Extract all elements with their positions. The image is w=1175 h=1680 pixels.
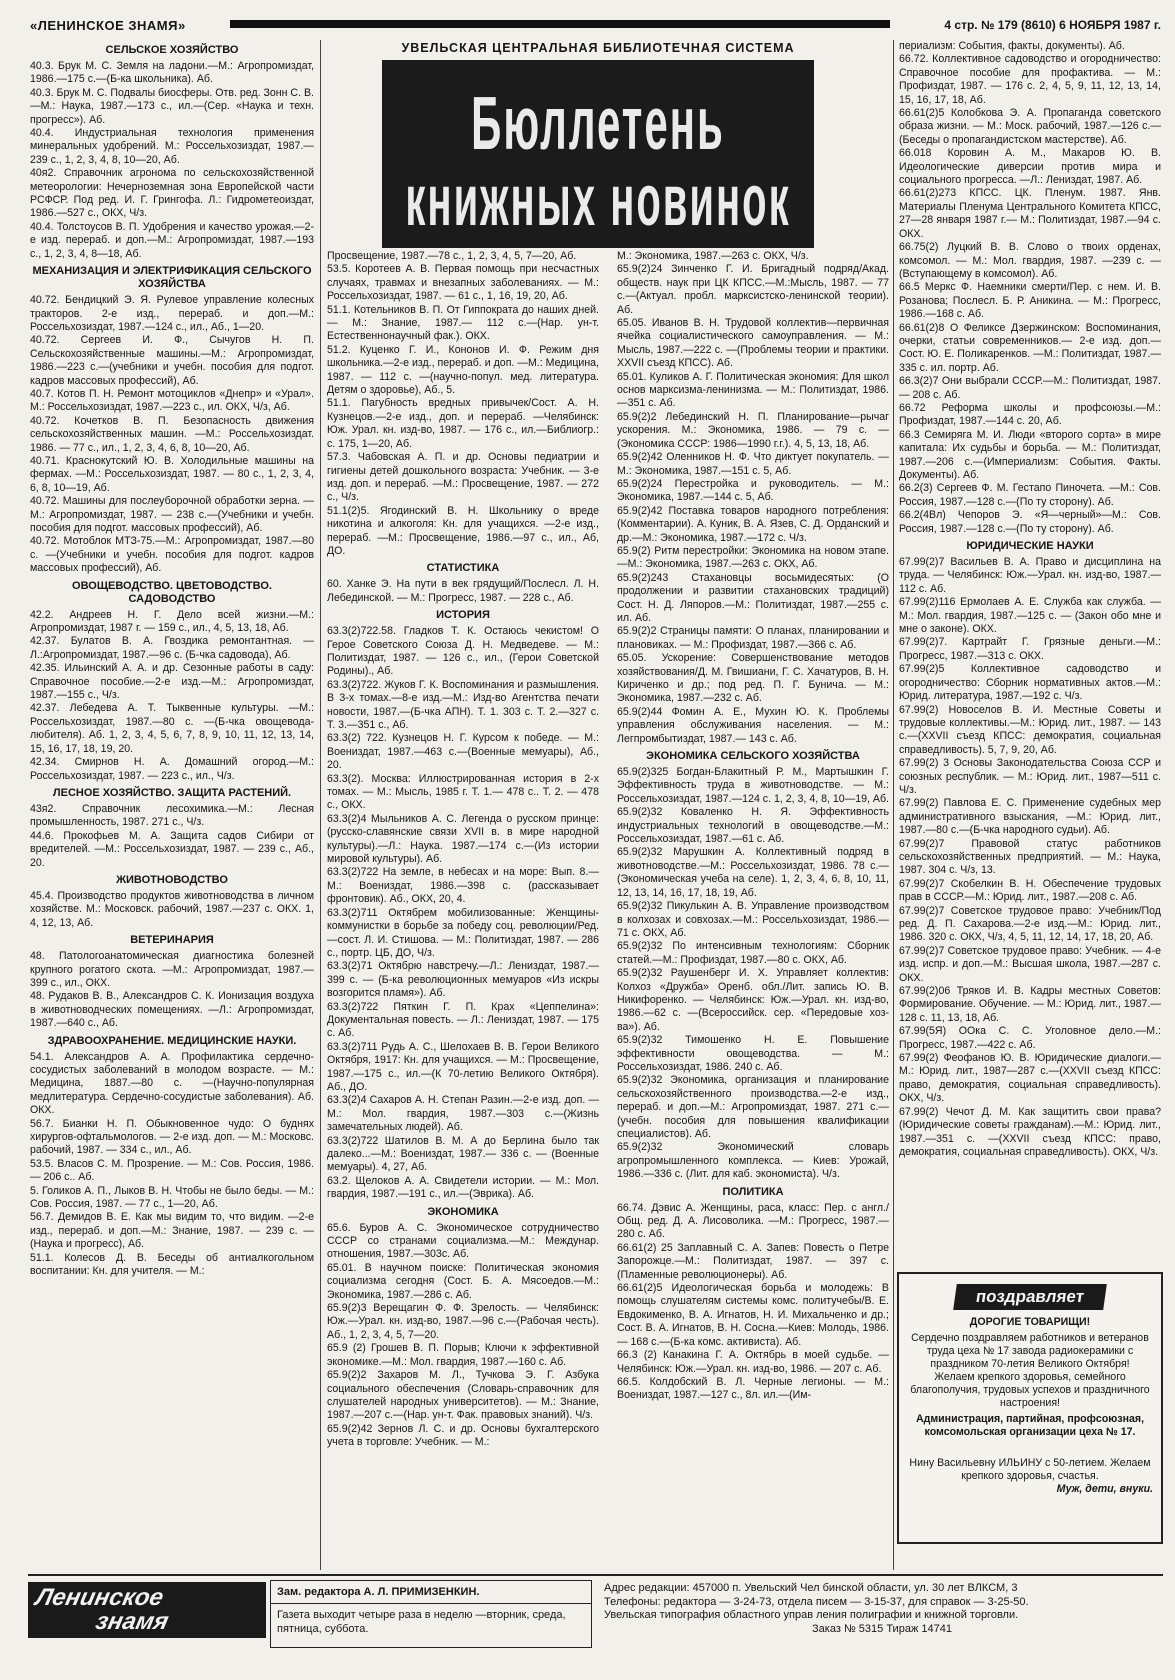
book-entry: 51.2. Куценко Г. И., Кононов И. Ф. Режим дня школьника.—2-е изд., перераб. и доп. —М.: Медицина, 1987. — 112 с. —(научно-попул. мед. литература. Детям о здоровье), Аб., 5. <box>327 343 599 397</box>
book-entry: 65.05. Иванов В. Н. Трудовой коллектив—первичная ячейка социалистического самоуправления. — М.: Мысль, 1987.—222 с. —(Проблемы теории и практики. XXVII съезд КПСС). Аб. <box>617 317 889 370</box>
book-entry: 65.9(2)42 Поставка товаров народного потребления: (Комментарии). А. Куник, В. А. Язев, С. Д. Орданский и др.—М.: Экономика, 1987.—172 с. Ч/з. <box>617 504 889 544</box>
book-entry: 66.018 Коровин А. М., Макаров Ю. В. Идеологические диверсии против мира и социального прогресса. —Л.: Лениздат, 1987. Аб. <box>899 147 1161 187</box>
book-entry: 65.9(2)243 Стахановцы восьмидесятых: (О продолжении и развитии стахановских традиций) Сост. Н. Д. Ляпоров.—М.: Политиздат, 1987.—255 с. ил. Аб. <box>617 571 889 624</box>
book-entry: 65.01. Куликов А. Г. Политическая экономия: Для школ основ марксизма-ленинизма. — М.: Политиздат, 1986.—351 с. Аб. <box>617 370 889 410</box>
book-entry: 66.72. Коллективное садоводство и огородничество: Справочное пособие для профактива. — М.: Профиздат, 1987. — 176 с. 2, 4, 5, 9, 11, 12, 13, 14, 15, 16, 17, 18, Аб. <box>899 53 1161 106</box>
book-entry: 65.01. В научном поиске: Политическая экономия социализма сегодня (Сост. Б. А. Мясоедов.—М.: Экономика, 1987.—286 с. Аб. <box>327 1261 599 1301</box>
section-heading: ВЕТЕРИНАРИЯ <box>130 934 214 947</box>
book-entry: 5. Голиков А. П., Лыков В. Н. Чтобы не было беды. — М.: Сов. Россия, 1987. — 77 с., 1—20, Аб. <box>30 1184 314 1211</box>
book-entry: 63.3(2)722. Жуков Г. К. Воспоминания и размышления. В 3-х томах.—8-е изд.—М.: Изд-во Агентства печати новости, 1987.—(Б-чка АПН). Т. 1. 303 с. Т. 2.—327 с. Т. 3.—351 с., Аб. <box>327 678 599 731</box>
masthead: «ЛЕНИНСКОЕ ЗНАМЯ» <box>30 18 186 33</box>
book-entry: 66.74. Дэвис А. Женщины, раса, класс: Пер. с англ./Общ. ред. Д. А. Лисоволика. —М.: Прогресс, 1987.—280 с. Аб. <box>617 1201 889 1241</box>
book-entry: 51.1. Котельников В. П. От Гиппократа до наших дней.— М.: Знание, 1987.— 112 с.—(Нар. ун-т. Естественнонаучный фак.). ОКХ. <box>327 303 599 343</box>
book-entry: 66.3(2)7 Они выбрали СССР.—М.: Политиздат, 1987. — 208 с. Аб. <box>899 375 1161 401</box>
book-entry: 40я2. Справочник агронома по сельскохозяйственной метеорологии: Нечерноземная зона Европейской части РСФСР. Под ред. И. Г. Грингофа. Л.: Гидрометеоиздат, 1986.—527 с., ОКХ, Ч/з. <box>30 167 314 220</box>
book-entry: 66.2(4Вл) Чепоров Э. «Я—черный»—М.: Сов. Россия, 1987.—128 с.—(По ту сторону). Аб. <box>899 509 1161 535</box>
book-entry: 66.75(2) Луцкий В. В. Слово о твоих орденах, комсомол. — М.: Мол. гвардия, 1987. —239 с. —(Вступающему в комсомол). Аб. <box>899 241 1161 280</box>
book-entry: 67.99(2) Чечот Д. М. Как защитить свои права? (Юридические советы гражданам).—М.: Юрид. лит., 1987.—351 с. —(XXVII съезд КПСС: право, демократия, социальная справедливость). ОКХ, Ч/з. <box>899 1105 1161 1158</box>
congrats-body: Сердечно поздравляем работников и ветеранов труда цеха № 17 завода радиокерамики с праздником 70-летия Великого Октября! <box>911 1332 1149 1370</box>
book-entry: 65.9(2)44 Фомин А. Е., Мухин Ю. К. Проблемы управления обслуживания населения. — М.: Легпромбытиздат, 1987.— 143 с. Аб. <box>617 705 889 745</box>
book-entry: 67.99(5Я) ООка С. С. Уголовное дело.—М.: Прогресс, 1987.—422 с. Аб. <box>899 1025 1161 1051</box>
book-entry: 66.5 Меркс Ф. Наемники смерти/Пер. с нем. И. В. Розанова; Послесл. Б. Р. Аникина. — М.: Прогресс, 1986.—168 с. Аб. <box>899 281 1161 321</box>
column-1 <box>30 40 314 1572</box>
book-entry: 40.72. Бендицкий Э. Я. Рулевое управление колесных тракторов. 2-е изд., перераб. и доп.—М.: Россельхозиздат, 1987.—124 с., ил., Аб., 1—20. <box>30 294 314 333</box>
book-entry: 40.72. Кочетков В. П. Безопасность движения сельскохозяйственных машин. —М.: Россельхозиздат. 1986. — 77 с., ил., 1, 2, 3, 4, 6, 8, 10—20, Аб. <box>30 414 314 454</box>
book-entry: 67.99(2)116 Ермолаев А. Е. Служба как служба. — М.: Мол. гвардия, 1987.—125 с. — (Закон обо мне и мне о законе). ОКХ. <box>899 596 1161 636</box>
book-entry: 66.2(3) Сергеев Ф. М. Гестапо Пиночета. —М.: Сов. Россия, 1987.—128 с.—(По ту сторону). Аб. <box>899 482 1161 508</box>
congrats-personal: Нину Васильевну ИЛЬИНУ с 50-летием. Желаем крепкого здоровья, счастья. <box>909 1457 1151 1482</box>
section-heading: ИСТОРИЯ <box>436 609 490 622</box>
book-entry: 56.7. Демидов В. Е. Как мы видим то, что видим. —2-е изд., перераб. и доп.—М.: Знание, 1987. — 239 с. — (Наука и прогресс), Аб. <box>30 1211 314 1251</box>
book-entry: 40.3. Брук М. С. Подвалы биосферы. Отв. ред. Зонн С. В.—М.: Наука, 1987.—173 с., ил.—(Сер. «Наука и техн. прогресс»). Аб. <box>30 86 314 126</box>
schedule: Газета выходит четыре раза в неделю —вторник, среда, пятница, суббота. <box>277 1609 566 1635</box>
book-entry: Просвещение, 1987.—78 с., 1, 2, 3, 4, 5, 7—20, Аб. <box>327 250 577 262</box>
editor-box <box>270 1580 592 1648</box>
divider-1 <box>320 40 321 1570</box>
book-entry: 65.9(2)325 Богдан-Блакитный Р. М., Мартышкин Г. Эффективность труда в животноводстве. — М.: Россельхозиздат, 1987.—124 с. 1, 2, 3, 4, 8, 10—19, Аб. <box>617 766 889 805</box>
address: Адрес редакции: 457000 п. Увельский Чел бинской области, ул. 30 лет ВЛКСМ, 3 <box>604 1582 1018 1594</box>
book-entry: 43я2. Справочник лесохимика.—М.: Лесная промышленность, 1987. 271 с., Ч/з. <box>30 802 314 829</box>
divider-3 <box>893 40 894 1570</box>
column-4 <box>899 40 1161 1266</box>
book-entry: 63.3(2)722 Пяткин Г. П. Крах «Цеппелина»: Документальная повесть. — Л.: Лениздат, 1987. — 175 с. Аб. <box>327 1000 599 1040</box>
banner <box>382 60 814 248</box>
book-entry: 48. Рудаков В. В., Александров С. К. Ионизация воздуха в животноводческих помещениях. —Л.: Агропромиздат, 1987.—640 с., Аб. <box>30 990 314 1030</box>
book-entry: 63.2. Щелоков А. А. Свидетели истории. — М.: Мол. гвардия, 1987.—191 с., ил.—(Эврика). Аб. <box>327 1174 599 1201</box>
book-entry: 63.3(2)71 Октябрю навстречу.—Л.: Лениздат, 1987.—399 с. — (Б-ка революционных мемуаров «Из искры возгорится пламя»). Аб. <box>327 960 599 1000</box>
book-entry: 63.3(2)722 На земле, в небесах и на море: Вып. 8.—М.: Воениздат, 1986.—398 с. (рассказывает фронтовик). Аб., ОКХ, 20, 4. <box>327 866 599 906</box>
logo-line1: Ленинское <box>33 1584 166 1611</box>
section-heading: ЛЕСНОЕ ХОЗЯЙСТВО. ЗАЩИТА РАСТЕНИЙ. <box>52 786 292 799</box>
book-entry: 40.72. Сергеев И. Ф., Сычугов Н. П. Сельскохозяйственные машины.—М.: Агропромиздат, 1986.—223 с.—(учебники и учебн. пособия для подгот. кадров массовых профессий), Аб. <box>30 334 314 387</box>
banner-org: УВЕЛЬСКАЯ ЦЕНТРАЛЬНАЯ БИБЛИОТЕЧНАЯ СИСТЕМА <box>401 41 795 55</box>
book-entry: 65.9(2)42 Зернов Л. С. и др. Основы бухгалтерского учета в торговле: Учебник. — М.: <box>327 1422 599 1449</box>
section-heading: ЗДРАВООХРАНЕНИЕ. МЕДИЦИНСКИЕ НАУКИ. <box>47 1034 297 1047</box>
congrats-title: ДОРОГИЕ ТОВАРИЩИ! <box>969 1316 1091 1328</box>
section-heading: ПОЛИТИКА <box>722 1185 784 1198</box>
banner-title-line1: Бюллетень <box>471 80 725 166</box>
editor-name: Зам. редактора А. Л. ПРИМИЗЕНКИН. <box>271 1581 591 1604</box>
book-entry: 65.05. Ускорение: Совершенствование методов хозяйствования/Д. М. Гвишиани, Г. С. Хачатуров, В. Н. Кириченко и др.; под ред. П. Г. Бунича. — М.: Экономика, 1987.—232 с. Аб. <box>617 652 889 705</box>
printer: Увельская типография областного управ ления полиграфии и книжной торговли. <box>604 1609 1019 1621</box>
book-entry: 67.99(2)7 Советское трудовое право: Учебник. — 4-е изд. испр. и доп.—М.: Высшая школа, 1987.—287 с. ОКХ. <box>899 944 1161 984</box>
book-entry: 63.3(2)722 Шатилов В. М. А до Берлина было так далеко...—М.: Воениздат, 1987.— 336 с. — (Военные мемуары). 4, 27, Аб. <box>327 1134 599 1174</box>
section-heading: ЭКОНОМИКА СЕЛЬСКОГО ХОЗЯЙСТВА <box>646 750 860 763</box>
book-entry: 51.1. Пагубность вредных привычек/Сост. А. Н. Кузнецов.—2-е изд., доп. и перераб. —Челябинск: Юж. Урал. кн. изд-во, 1987. — 176 с., ил.—Библиогр.: с. 175, 1—20, Аб. <box>327 397 599 450</box>
book-entry: 65.9(2)32 Экономика, организация и планирование сельскохозяйственного производства.—2-е изд., перераб. и доп.—М.: Агропромиздат, 1987. 271 с.— (учебн. пособия для повышения квалификации специалистов). Аб. <box>617 1074 889 1140</box>
book-entry: 66.72 Реформа школы и профсоюзы.—М.: Профиздат, 1987.—144 с. 20, Аб. <box>899 401 1161 428</box>
book-entry: 65.9(2)32 Раушенберг И. Х. Управляет коллектив: Колхоз «Дружба» Оренб. обл./Лит. запись Ю. В. Никифоренко. — Челябинск: Юж.—Урал. кн. изд-во, 1986.—62 с. —(Всероссийск. сер. «Передовые хоз-ва»). Аб. <box>617 967 889 1033</box>
book-entry: 40.72. Мотоблок МТЗ-75.—М.: Агропромиздат, 1987.—80 с. —(Учебники и учебн. пособия для подгот. кадров массовых профессий), Аб. <box>30 535 314 575</box>
book-entry: 67.99(2)5 Коллективное садоводство и огородничество: Сборник нормативных актов.—М.: Юрид. литература, 1987.—192 с. Ч/з. <box>899 663 1161 703</box>
book-entry: 63.3(2)4 Мыльников А. С. Легенда о русском принце: (русско-славянские связи XVII в. в мире народной культуры).—Л.: Наука. 1987.—174 с.—(Из истории мировой культуры). Аб. <box>327 812 599 866</box>
book-entry: 40.4. Индустриальная технология применения минеральных удобрений. М.: Россельхозиздат, 1987.—239 с., 1, 2, 3, 4, 8, 10—20, Аб. <box>30 127 314 166</box>
book-entry: 65.9(2)32 Тимошенко Н. Е. Повышение эффективности овощеводства. — М.: Россельхозиздат, 1986. 240 с. Аб. <box>617 1034 889 1073</box>
congratulations-box <box>897 1272 1163 1544</box>
book-entry: 63.3(2)711 Октябрем мобилизованные: Женщины-коммунистки в борьбе за победу соц. революции/Ред.—сост. Л. И. Стишова. — М.: Политиздат, 1987. — 286 с., портр. ЦБ, ДО, Ч/з. <box>327 906 599 959</box>
book-entry: 65.9 (2) Грошев В. П. Порыв; Ключи к эффективной экономике.—М.: Мол. гвардия, 1987.—160 с. Аб. <box>327 1342 599 1368</box>
column-3 <box>617 250 889 1572</box>
book-entry: 51.1(2)5. Ягодинский В. Н. Школьнику о вреде никотина и алкоголя: Кн. для учащихся. —2-е изд., перераб. —М.: Просвещение, 1986.—97 с., ил., Аб, ДО. <box>327 504 599 557</box>
header-rule <box>230 20 890 28</box>
footer-logo <box>28 1582 266 1638</box>
congrats-heading: поздравляет <box>953 1284 1107 1310</box>
book-entry: 63.3(2)711 Рудь А. С., Шелохаев В. В. Герои Великого Октября, 1917: Кн. для учащихся. — М.: Просвещение, 1987.—175 с., ил.—(К 70-летию Великого Октября). Аб., ДО. <box>327 1040 599 1093</box>
book-entry: 53.5. Власов С. М. Прозрение. — М.: Сов. Россия, 1986. — 206 с.. Аб. <box>30 1157 314 1184</box>
book-entry: 40.7. Котов П. Н. Ремонт мотоциклов «Днепр» и «Урал». М.: Россельхозиздат, 1987.—223 с., ил. ОКХ, Ч/з, Аб. <box>30 387 314 414</box>
section-heading: МЕХАНИЗАЦИЯ И ЭЛЕКТРИФИКАЦИЯ СЕЛЬСКОГО ХОЗЯЙСТВА <box>32 265 312 291</box>
book-entry: 42.35. Ильинский А. А. и др. Сезонные работы в саду: Справочное пособие.—2-е изд.—М.: Агропромиздат, 1987.—155 с., Ч/з. <box>30 662 314 702</box>
book-entry: 42.2. Андреев Н. Г. Дело всей жизни.—М.: Агропромиздат, 1987 г. — 159 с., ил., 4, 5, 13, 18, Аб. <box>30 608 314 635</box>
book-entry: 67.99(2)7 Правовой статус работников сельскохозяйственных предприятий. — М.: Наука, 1987. 304 с. Ч/з, 13. <box>899 837 1161 877</box>
book-entry: 67.99(2) 3 Основы Законодательства Союза ССР и союзных республик. — М.: Юрид. лит., 1987—511 с. Ч/з. <box>899 757 1161 796</box>
book-entry: 65.9(2)24 Перестройка и руководитель. — М.: Экономика, 1987.—144 с. 5, Аб. <box>617 477 889 504</box>
book-entry: 65.9(2)2 Захаров М. Л., Тучкова Э. Г. Азбука социального обеспечения (Словарь-справочник для слушателей народных университетов). — М.: Знание, 1987.—207 с.—(Нар. ун-т. Фак. правовых знаний). Ч/з. <box>327 1369 599 1422</box>
book-entry: периализм: События, факты, документы). Аб. <box>899 40 1125 52</box>
issue-line: 4 стр. № 179 (8610) 6 НОЯБРЯ 1987 г. <box>944 18 1161 32</box>
book-entry: 66.5. Колдобский В. Л. Черные легионы. — М.: Воениздат, 1987.—127 с., 8л. ил.—(Им- <box>617 1375 889 1402</box>
book-entry: 65.6. Буров А. С. Экономическое сотрудничество СССР со странами социализма.—М.: Междунар. отношения, 1987.—303с. Аб. <box>327 1221 599 1261</box>
book-entry: 66.61(2) 25 Заплавный С. А. Запев: Повесть о Петре Запорожце.—М.: Политиздат, 1987. — 397 с. (Пламенные революционеры). Аб. <box>617 1241 889 1281</box>
book-entry: 67.99(2) Феофанов Ю. В. Юридические диалоги.—М.: Юрид. лит., 1987—287 с.—(XXVII съезд КПСС: право, демократия, социальная справедливость). ОКХ, Ч/з. <box>899 1052 1161 1105</box>
congrats-signed: Администрация, партийная, профсоюзная, комсомольская организации цеха № 17. <box>915 1413 1145 1438</box>
book-entry: 67.99(2)7 Скобелкин В. Н. Обеспечение трудовых прав в СССР.—М.: Юрид. лит., 1987.—208 с. Аб. <box>899 877 1161 904</box>
logo-line2: знамя <box>93 1608 171 1635</box>
book-entry: 65.9(2)32 Пикулькин А. В. Управление производством в колхозах и совхозах.—М.: Россельхозиздат, 1986.—71 с. ОКХ, Аб. <box>617 900 889 939</box>
book-entry: 67.99(2)06 Тряков И. В. Кадры местных Советов: Формирование. Обучение. — М.: Юрид. лит., 1987.—128 с. 11, 13, 18, Аб. <box>899 985 1161 1024</box>
book-entry: 66.61(2)5 Колобкова Э. А. Пропаганда советского образа жизни. — М.: Моск. рабочий, 1987.—126 с.—(Беседы о пропагандистском мастерстве). Аб. <box>899 107 1161 146</box>
section-heading: ЮРИДИЧЕСКИЕ НАУКИ <box>966 540 1094 553</box>
book-entry: 60. Ханке Э. На пути в век грядущий/Послесл. Л. Н. Лебединской. — М.: Прогресс, 1987. — 228 с., Аб. <box>327 578 599 604</box>
book-entry: 56.7. Бианки Н. П. Обыкновенное чудо: О буднях хирургов-офтальмологов. — 2-е изд. доп. — М.: Московс. рабочий, 1987. — 334 с., ил., Аб. <box>30 1117 314 1157</box>
book-entry: 63.3(2) 722. Кузнецов Н. Г. Курсом к победе. — М.: Воениздат, 1987.—463 с.—(Военные мемуары), Аб., 20. <box>327 732 599 772</box>
footer-rule <box>28 1574 1163 1576</box>
book-entry: 65.9(2)32 Марушкин А. Коллективный подряд в животноводстве.—М.: Россельхозиздат, 1986. 78 с.—(Экономическая учеба на селе). 1, 2, 3, 4, 6, 8, 10, 11, 12, 13, 14, 16, 17, 18, 19, Аб. <box>617 846 889 899</box>
section-heading: ЖИВОТНОВОДСТВО <box>116 873 228 886</box>
book-entry: 57.3. Чабовская А. П. и др. Основы педиатрии и гигиены детей дошкольного возраста: Учебник. — 3-е изд. доп. и перераб. —М.: Просвещение, 1987. — 272 с., Ч/з. <box>327 451 599 504</box>
book-entry: 66.3 Семиряга М. И. Люди «второго сорта» в мире капитала: Их судьбы и борьба. — М.: Политиздат, 1987.—206 с.—(Империализм: События. Факты. Документы). Аб. <box>899 428 1161 481</box>
book-entry: 44.6. Прокофьев М. А. Защита садов Сибири от вредителей. —М.: Россельхозиздат, 1987. — 239 с., Аб., 20. <box>30 829 314 869</box>
book-entry: 67.99(2) Павлова Е. С. Применение судебных мер административного взыскания, —М.: Юрид. лит., 1987.—80 с.—(Б-чка народного судьи). Аб. <box>899 797 1161 837</box>
section-heading: ОВОЩЕВОДСТВО. ЦВЕТОВОДСТВО. САДОВОДСТВО <box>72 579 272 605</box>
book-entry: 42.34. Смирнов Н. А. Домашний огород.—М.: Россельхозиздат, 1987. — 223 с., ил., Ч/з. <box>30 756 314 782</box>
book-entry: 40.4. Толстоусов В. П. Удобрения и качество урожая.—2-е изд. перераб. и доп.—М.: Агропромиздат, 1987.—193 с., 1, 2, 3, 4, 8—18, Аб. <box>30 220 314 260</box>
book-entry: 66.3 (2) Канакина Г. А. Октябрь в моей судьбе. — Челябинск: Юж.—Урал. кн. изд-во, 1986. — 207 с. Аб. <box>617 1349 889 1375</box>
book-entry: 66.61(2)5 Идеологическая борьба и молодежь: В помощь слушателям системы комс. политучебы/В. Е. Евдокименко, В. А. Игнатов, Н. И. Михальченко и др.; Сост. В. А. Игнатов, В. Н. Сосна.—Киев: Молодь, 1986. — 168 с.—(Б-ка комс. активиста). Аб. <box>617 1282 889 1348</box>
section-heading: ЭКОНОМИКА <box>427 1205 499 1218</box>
phones: Телефоны: редактора — 3-24-73, отдела писем — 3-15-37, для справок — 3-25-50. <box>604 1595 1029 1608</box>
book-entry: 40.3. Брук М. С. Земля на ладони.—М.: Агропромиздат, 1986.—175 с.—(Б-ка школьника). Аб. <box>30 60 314 86</box>
book-entry: 67.99(2)7 Советское трудовое право: Учебник/Под ред. Д. П. Сахарова.—2-е изд.—М.: Юрид. лит., 1986. 320 с. ОКХ, Ч/з, 4, 5, 11, 12, 14, 17, 18, 20, Аб. <box>899 904 1161 944</box>
address-block <box>604 1582 1160 1636</box>
book-entry: 65.9(2)32 Коваленко Н. Я. Эффективность индустриальных технологий в овощеводстве.—М.: Россельхозиздат, 1987.—61 с. Аб. <box>617 806 889 846</box>
order: Заказ № 5315 Тираж 14741 <box>812 1622 952 1635</box>
book-entry: 42.37. Лебедева А. Т. Тыквенные культуры. —М.: Россельхозиздат, 1987.—80 с. —(Б-чка овощевода-любителя). Аб. 1, 2, 3, 4, 5, 6, 7, 8, 9, 10, 11, 12, 13, 14, 15, 16, 17, 18, 19, 20. <box>30 702 314 755</box>
banner-title-line2: книжных новинок <box>405 162 791 242</box>
book-entry: 65.9(2)3 Верещагин Ф. Ф. Зрелость. — Челябинск: Юж.—Урал. кн. изд-во, 1987.—96 с.—(Рабочая честь). Аб., 1, 2, 3, 4, 5, 7—20. <box>327 1302 599 1341</box>
book-entry: 63.3(2). Москва: Иллюстрированная история в 2-х томах. — М.: Мысль, 1985 г. Т. 1.— 478 с.. Т. 2. — 478 с., ОКХ. <box>327 772 599 812</box>
book-entry: 65.9(2)2 Страницы памяти: О планах, планировании и плановиках. — М.: Профиздат, 1987.—366 с. Аб. <box>617 625 889 651</box>
book-entry: 40.71. Краснокутский Ю. В. Холодильные машины на фермах. —М.: Россельхозиздат, 1987. — 80 с., 1, 2, 3, 4, 6, 8, 10—19, Аб. <box>30 454 314 494</box>
book-entry: 42.37. Булатов В. А. Гвоздика ремонтантная. — Л.:Агропромиздат, 1987.—96 с. (Б-чка садовода), Аб. <box>30 635 314 661</box>
book-entry: 67.99(2) Новоселов В. И. Местные Советы и трудовые коллективы.—М.: Юрид. лит., 1987. — 143 с.—(XXVII съезд КПСС: демократия, социальная справедливость). 5, 7, 9, 20, Аб. <box>899 703 1161 756</box>
section-heading: СТАТИСТИКА <box>426 562 500 575</box>
book-entry: 51.1. Колесов Д. В. Беседы об антиалкогольном воспитании: Кн. для учителя. — М.: <box>30 1251 314 1278</box>
book-entry: 65.9(2)2 Лебединский Н. П. Планирование—рычаг ускорения. М.: Экономика, 1986. — 79 с. — (Экономика СССР: 1986—1990 г.г.). 4, 5, 13, 18, Аб. <box>617 410 889 450</box>
book-entry: 54.1. Александров А. А. Профилактика сердечно-сосудистых заболеваний в молодом возрасте. — М.: Медицина, 1887.—80 с. —(Научно-популярная медлитература. Сердечно-сосудистые заболевания). Аб. ОКХ. <box>30 1050 314 1117</box>
book-entry: 66.61(2)273 КПСС. ЦК. Пленум. 1987. Янв. Материалы Пленума Центрального Комитета КПСС, 27—28 января 1987 г.— М.: Политиздат, 1987.—94 с. ОКХ. <box>899 187 1161 240</box>
book-entry: 65.9(2) Ритм перестройки: Экономика на новом этапе.—М.: Экономика, 1987.—263 с. ОКХ, Аб. <box>617 544 889 571</box>
book-entry: 40.72. Машины для послеуборочной обработки зерна. —М.: Агропромиздат, 1987. — 238 с.—(Учебники и учебн. пособия для подгот. массовых профессий), Аб. <box>30 495 314 534</box>
congrats-personal-sign: Муж, дети, внуки. <box>1056 1483 1153 1495</box>
book-entry: М.: Экономика, 1987.—263 с. ОКХ, Ч/з. <box>617 250 809 262</box>
book-entry: 45.4. Производство продуктов животноводства в личном хозяйстве. М.: Московск. рабочий, 1987.—237 с. ОКХ. 1, 4, 12, 13, Аб. <box>30 889 314 929</box>
book-entry: 67.99(2)7 Васильев В. А. Право и дисциплина на труда. — Челябинск: Юж.—Урал. кн. изд-во, 1987.—112 с. Аб. <box>899 556 1161 595</box>
book-entry: 53.5. Коротеев А. В. Первая помощь при несчастных случаях, травмах и внезапных заболеваниях. — М.: Россельхозиздат, 1987. — 61 с., 1, 16, 19, 20, Аб. <box>327 263 599 303</box>
book-entry: 63.3(2)4 Сахаров А. Н. Степан Разин.—2-е изд. доп. — М.: Мол. гвардия, 1987.—303 с.—(Жизнь замечательных людей). Аб. <box>327 1094 599 1134</box>
book-entry: 67.99(2)7. Картрайт Г. Грязные деньги.—М.: Прогресс, 1987.—313 с. ОКХ. <box>899 636 1161 662</box>
book-entry: 66.61(2)8 О Феликсе Дзержинском: Воспоминания, очерки, статьи современников.— 2-е изд. доп.—Сост. Ю. Е. Поликаренков. —М.: Политиздат, 1987.—335 с. ил. портр. Аб. <box>899 321 1161 374</box>
book-entry: 65.9(2)24 Зинченко Г. И. Бригадный подряд/Акад. обществ. наук при ЦК КПСС.—М.:Мысль, 1987. — 77 с.—(Актуал. пробл. марксистско-ленинской теории). Аб. <box>617 263 889 316</box>
section-heading: СЕЛЬСКОЕ ХОЗЯЙСТВО <box>105 44 239 56</box>
book-entry: 65.9(2)32 По интенсивным технологиям: Сборник статей.—М.: Профиздат, 1987.—80 с. ОКХ, Аб. <box>617 940 889 966</box>
book-entry: 65.9(2)42 Оленников Н. Ф. Что диктует покупатель. — М.: Экономика, 1987.—151 с. 5, Аб. <box>617 451 889 477</box>
congrats-wish: Желаем крепкого здоровья, семейного благополучия, трудовых успехов и праздничного настроения! <box>910 1371 1150 1409</box>
book-entry: 63.3(2)722.58. Гладков Т. К. Остаюсь чекистом! О Герое Советского Союза Д. Н. Медведеве. — М.: Политиздат, 1987. — 126 с., ил., (Герои Советской Родины)., Аб. <box>327 625 599 678</box>
book-entry: 48. Патологоанатомическая диагностика болезней крупного рогатого скота. —М.: Агропромиздат, 1987.—399 с., ил., ОКХ. <box>30 950 314 989</box>
column-2 <box>327 250 599 1572</box>
book-entry: 65.9(2)32 Экономический словарь агропромышленного комплекса. — Киев: Урожай, 1986.—336 с. (Лит. для каб. экономиста). Ч/з. <box>617 1141 889 1181</box>
